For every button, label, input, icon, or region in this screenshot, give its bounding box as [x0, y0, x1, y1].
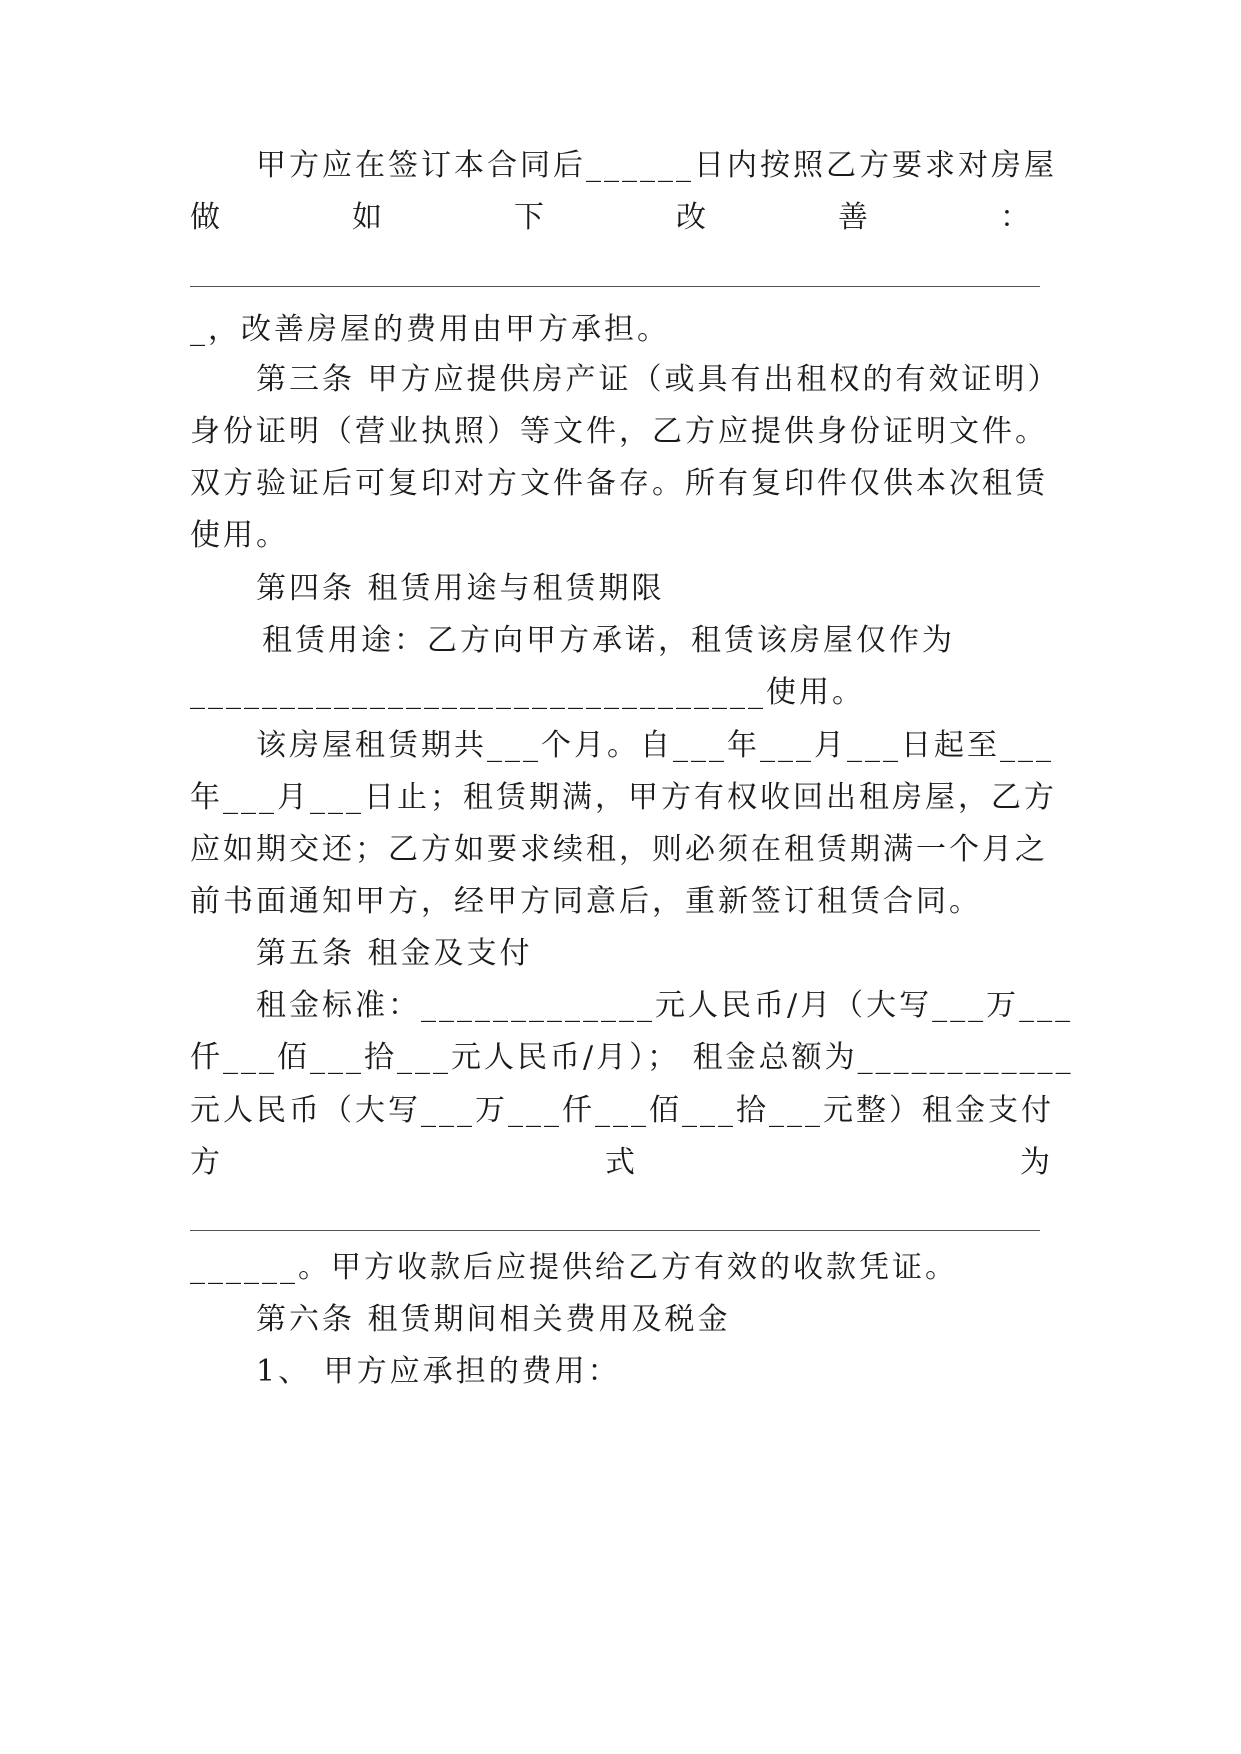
paragraph-line: 元人民币（大写___万___仟___佰___拾___元整）租金支付 — [190, 1093, 1054, 1128]
paragraph-line: ______。甲方收款后应提供给乙方有效的收款凭证。 — [190, 1250, 958, 1285]
paragraph-line: 身份证明（营业执照）等文件，乙方应提供身份证明文件。 — [190, 414, 1048, 449]
article-6-heading: 第六条 租赁期间相关费用及税金 — [256, 1302, 731, 1337]
spread-char: 式 — [605, 1145, 635, 1180]
spread-char: 如 — [352, 200, 382, 235]
paragraph-line: 应如期交还；乙方如要求续租，则必须在租赁期满一个月之 — [190, 832, 1048, 867]
paragraph-line: 双方验证后可复印对方文件备存。所有复印件仅供本次租赁 — [190, 466, 1048, 501]
paragraph-line: 仟___佰___拾___元人民币/月）； 租金总额为____________ — [190, 1040, 1074, 1075]
spread-char: 善 — [838, 200, 868, 235]
spread-text-line — [190, 198, 1030, 238]
spread-char: ： — [1000, 200, 1030, 235]
blank-fill-line — [190, 286, 1040, 287]
spread-char: 下 — [514, 200, 544, 235]
list-item: 1、 甲方应承担的费用： — [256, 1354, 621, 1389]
article-3-heading: 第三条 甲方应提供房产证（或具有出租权的有效证明） — [256, 362, 1061, 397]
paragraph-line: 使用。 — [190, 518, 289, 553]
paragraph-line: 前书面通知甲方，经甲方同意后，重新签订租赁合同。 — [190, 884, 982, 919]
spread-char: 改 — [676, 200, 706, 235]
paragraph-line: 租赁用途：乙方向甲方承诺，租赁该房屋仅作为 — [262, 623, 955, 658]
paragraph-line: 该房屋租赁期共___个月。自___年___月___日起至___ — [256, 728, 1054, 763]
article-5-heading: 第五条 租金及支付 — [256, 936, 533, 971]
paragraph-line: 甲方应在签订本合同后______日内按照乙方要求对房屋 — [256, 148, 1057, 183]
paragraph-line: ________________________________使用。 — [190, 675, 865, 710]
spread-text-line — [190, 1143, 1050, 1183]
article-4-heading: 第四条 租赁用途与租赁期限 — [256, 571, 665, 606]
paragraph-line: 年___月___日止；租赁期满，甲方有权收回出租房屋，乙方 — [190, 780, 1057, 815]
paragraph-line: _，改善房屋的费用由甲方承担。 — [190, 312, 670, 347]
spread-char: 为 — [1020, 1145, 1050, 1180]
paragraph-line: 租金标准：_____________元人民币/月（大写___万___ — [256, 988, 1074, 1023]
spread-char: 方 — [190, 1145, 220, 1180]
blank-fill-line — [190, 1230, 1040, 1231]
spread-char: 做 — [190, 200, 220, 235]
